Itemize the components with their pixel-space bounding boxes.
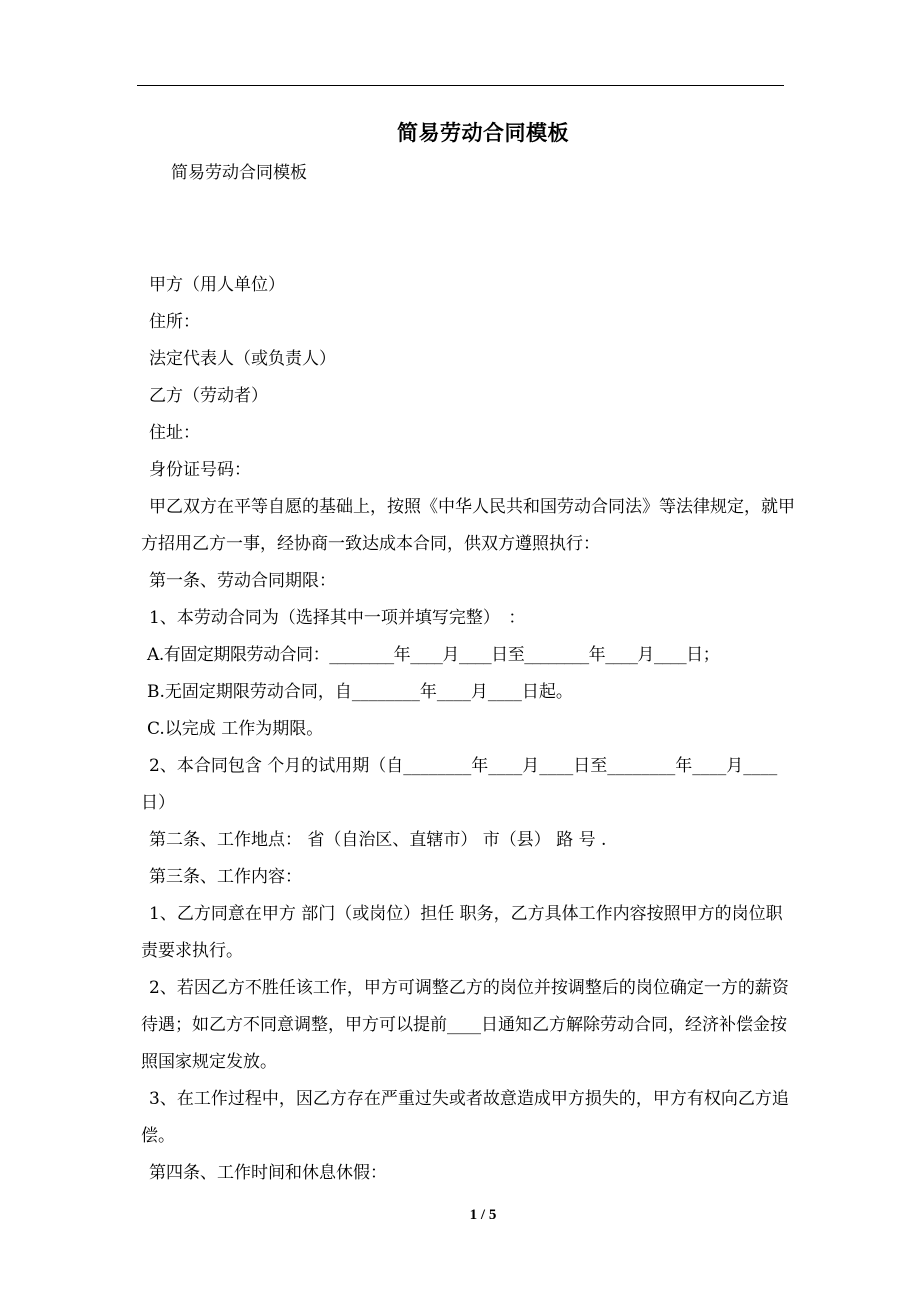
page-number: 1 / 5 [469,1207,497,1223]
paragraph-party-a-address: 住所： [149,312,200,332]
article-3-heading: 第三条、工作内容： [149,867,302,887]
document-title: 简易劳动合同模板 [397,120,569,145]
article-1-item-2: 2、本合同包含 个月的试用期（自________年____月____日至________年____月____日） [141,756,778,813]
article-1-option-a: A.有固定期限劳动合同：________年____月____日至________年____月____日； [147,645,720,665]
article-1-option-c: C.以完成 工作为期限。 [147,719,324,739]
article-1-item-1: 1、本劳动合同为（选择其中一项并填写完整） ： [149,608,526,628]
article-3-item-3: 3、在工作过程中，因乙方存在严重过失或者故意造成甲方损失的，甲方有权向乙方追偿。 [141,1089,789,1146]
paragraph-party-b-address: 住址： [149,423,200,443]
paragraph-party-b: 乙方（劳动者） [149,386,268,406]
header-rule [137,85,784,86]
article-3-item-2: 2、若因乙方不胜任该工作，甲方可调整乙方的岗位并按调整后的岗位确定一方的薪资待遇；如乙方不同意调整，甲方可以提前____日通知乙方解除劳动合同，经济补偿金按照国家规定发放。 [141,978,789,1072]
article-4-heading: 第四条、工作时间和休息休假： [149,1163,387,1183]
article-1-heading: 第一条、劳动合同期限： [149,571,336,591]
paragraph-party-a: 甲方（用人单位） [149,275,285,295]
contract-body [141,267,796,1192]
article-3-item-1: 1、乙方同意在甲方 部门（或岗位）担任 职务，乙方具体工作内容按照甲方的岗位职责要求执行。 [141,904,783,961]
article-2-heading: 第二条、工作地点： 省（自治区、直辖市） 市（县） 路 号 . [149,830,607,850]
paragraph-legal-representative: 法定代表人（或负责人） [149,349,336,369]
paragraph-id-number: 身份证号码： [149,460,251,480]
paragraph-preamble: 甲乙双方在平等自愿的基础上，按照《中华人民共和国劳动合同法》等法律规定，就甲方招用乙方一事，经协商一致达成本合同，供双方遵照执行： [141,497,795,554]
document-subtitle: 简易劳动合同模板 [171,163,307,183]
article-1-option-b: B.无固定期限劳动合同，自________年____月____日起。 [147,682,573,702]
